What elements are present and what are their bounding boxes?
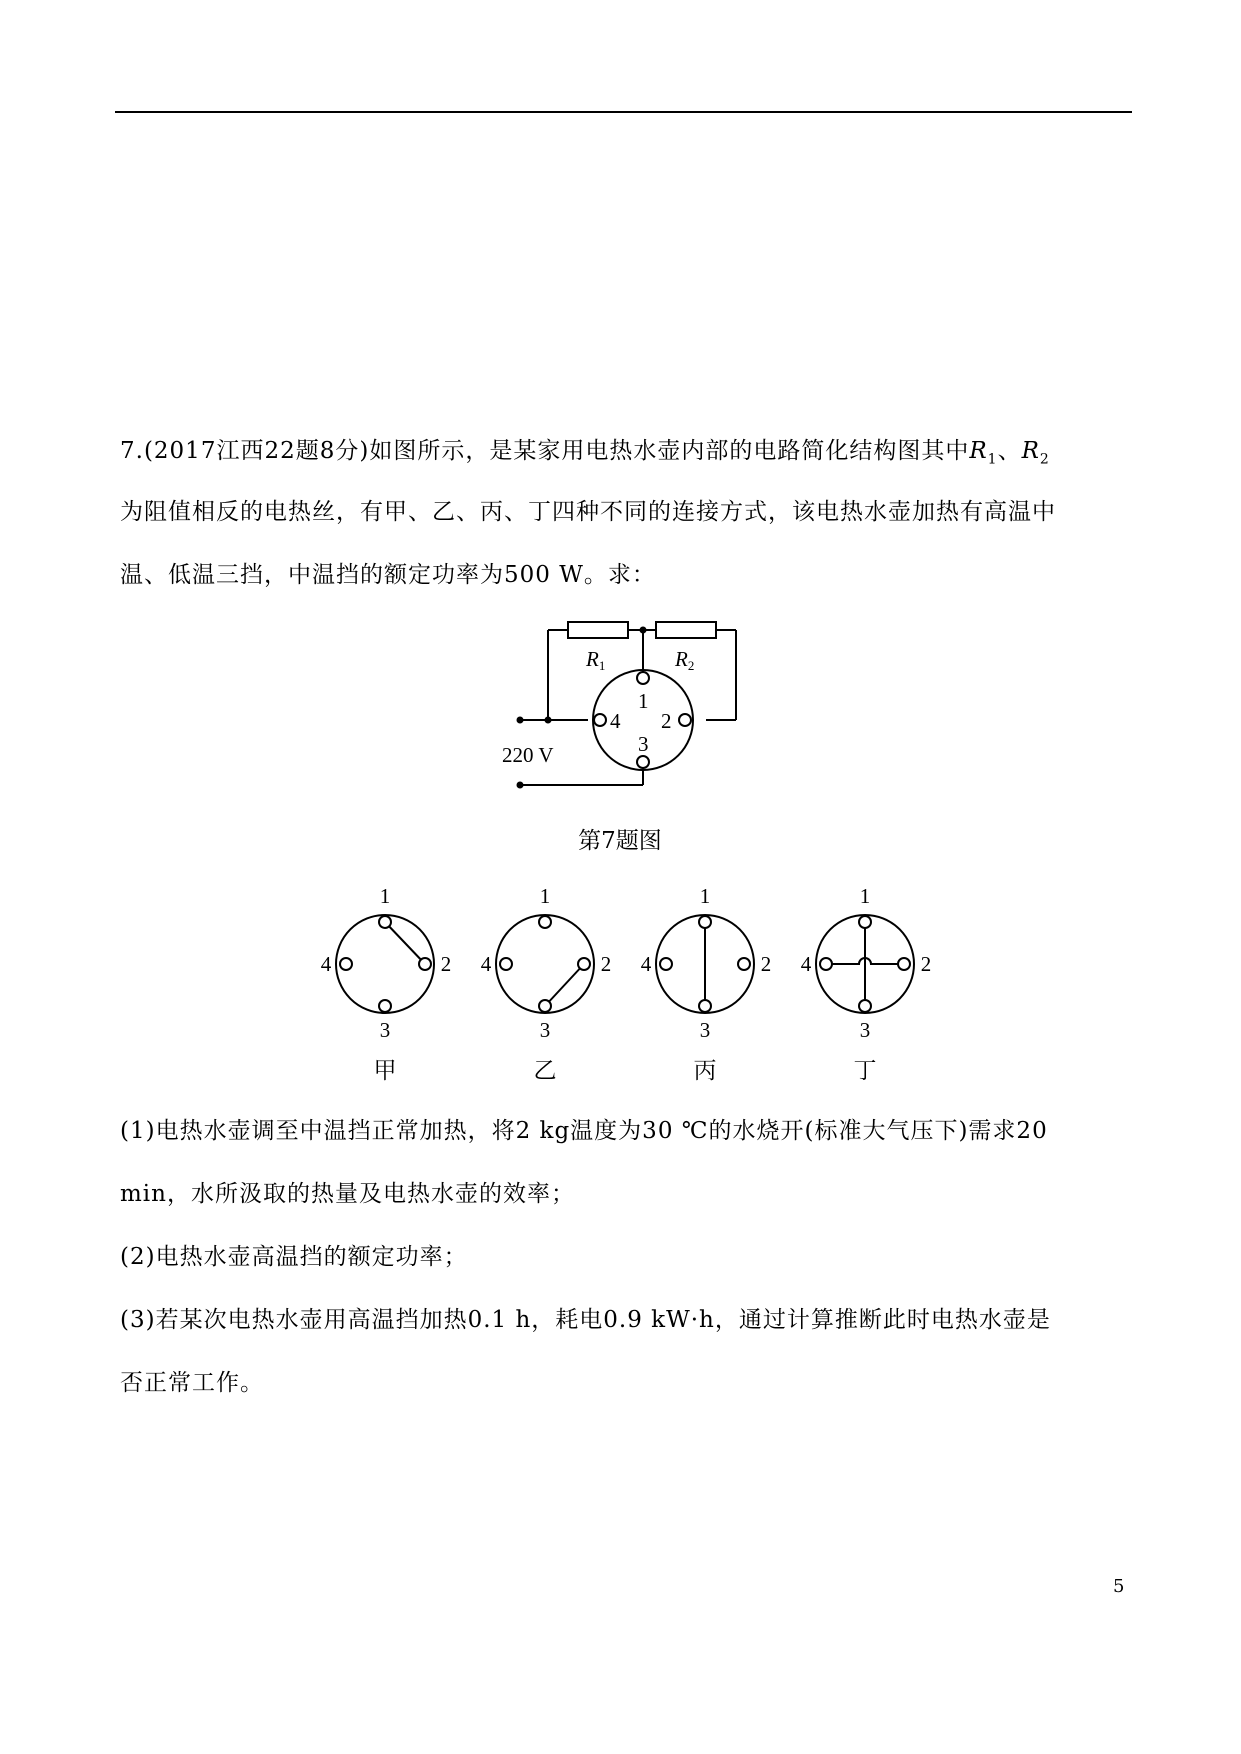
connection-label: 丁: [853, 1058, 877, 1083]
resistor-r1: [568, 622, 628, 638]
terminal-2-node: [679, 714, 691, 726]
voltage-label: 220 V: [502, 743, 554, 767]
svg-text:2: 2: [760, 952, 772, 976]
svg-text:4: 4: [480, 952, 492, 976]
svg-text:2: 2: [440, 952, 452, 976]
connection-label: 甲: [373, 1058, 397, 1083]
svg-text:3: 3: [859, 1018, 871, 1042]
svg-text:1: 1: [859, 884, 871, 908]
terminal-4-label: 4: [610, 709, 621, 733]
svg-text:1: 1: [699, 884, 711, 908]
terminal-3-node: [637, 756, 649, 768]
svg-text:3: 3: [699, 1018, 711, 1042]
r1-symbol: R: [969, 438, 988, 464]
connection-diagrams: [300, 872, 960, 1092]
terminal-1-label: 1: [638, 689, 649, 713]
figure-caption: 第7题图: [578, 828, 662, 854]
input-terminal-dot: [517, 782, 524, 789]
svg-text:4: 4: [320, 952, 332, 976]
junction-dot: [545, 717, 552, 724]
sub-question-2: (2)电热水壶高温挡的额定功率；: [120, 1244, 468, 1270]
question-line-3: 温、低温三挡，中温挡的额定功率为500 W。求：: [120, 562, 656, 588]
terminal-3-label: 3: [638, 732, 649, 756]
terminal-1-node: [637, 672, 649, 684]
terminal-2-label: 2: [661, 709, 672, 733]
svg-text:1: 1: [539, 884, 551, 908]
svg-text:1: 1: [379, 884, 391, 908]
question-line-1: 7.(2017江西22题8分)如图所示，是某家用电热水壶内部的电路简化结构图其中$R_1$、$R_2$: [120, 438, 1050, 468]
sub-question-3-line-1: (3)若某次电热水壶用高温挡加热0.1 h，耗电0.9 kW·h，通过计算推断此时电热水壶是: [120, 1307, 1051, 1333]
junction-dot: [640, 627, 647, 634]
connection-label: 乙: [533, 1058, 557, 1083]
sub-question-1-line-2: min，水所汲取的热量及电热水壶的效率；: [120, 1181, 575, 1207]
r1-label: R1: [586, 647, 606, 673]
input-terminal-dot: [517, 717, 524, 724]
connection-jia: [321, 884, 452, 1083]
svg-text:3: 3: [539, 1018, 551, 1042]
sub-question-3-line-2: 否正常工作。: [120, 1370, 264, 1396]
svg-text:2: 2: [600, 952, 612, 976]
svg-text:4: 4: [640, 952, 652, 976]
connection-ding: [801, 884, 932, 1083]
sub-question-1-line-1: (1)电热水壶调至中温挡正常加热，将2 kg温度为30 ℃的水烧开(标准大气压下)需求20: [120, 1118, 1048, 1144]
svg-text:3: 3: [379, 1018, 391, 1042]
connection-yi: [481, 884, 612, 1083]
terminal-4-node: [594, 714, 606, 726]
svg-text:4: 4: [800, 952, 812, 976]
resistor-r2: [656, 622, 716, 638]
question-line-2: 为阻值相反的电热丝，有甲、乙、丙、丁四种不同的连接方式，该电热水壶加热有高温中: [120, 499, 1056, 525]
circuit-diagram: [500, 608, 760, 808]
svg-text:2: 2: [920, 952, 932, 976]
connection-label: 丙: [693, 1058, 717, 1083]
header-rule: [115, 111, 1132, 113]
page-number: 5: [1113, 1576, 1125, 1597]
connection-bing: [641, 884, 772, 1083]
r2-label: R2: [675, 647, 695, 673]
r2-symbol: R: [1021, 438, 1040, 464]
